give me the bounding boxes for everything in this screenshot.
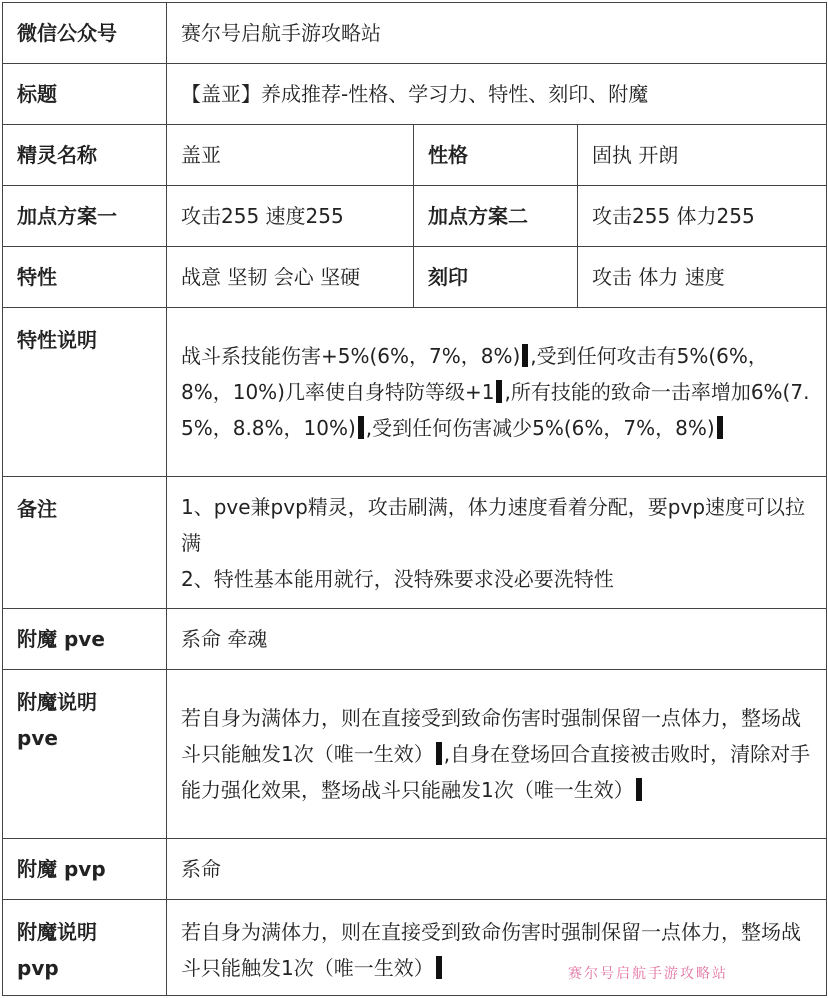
trait-desc-seg-1: 战斗系技能伤害+5%(6%，7%，8%) [181, 344, 521, 368]
separator-bar [717, 416, 723, 439]
trait-value: 战意 坚韧 会心 坚硬 [167, 247, 414, 308]
wechat-label: 微信公众号 [3, 3, 167, 64]
enchant-pve-desc-value [167, 670, 827, 839]
row-trait-mark [3, 247, 827, 308]
enchant-pvp-desc-label-line-2: pvp [17, 956, 59, 980]
row-ev-plans [3, 186, 827, 247]
enchant-pve-desc-label-line-2: pve [17, 726, 58, 750]
title-label: 标题 [3, 64, 167, 125]
mark-label: 刻印 [414, 247, 578, 308]
watermark-text: 赛尔号启航手游攻略站 [568, 966, 728, 982]
separator-bar [436, 742, 442, 765]
note-line-1: 1、pve兼pvp精灵，攻击刷满，体力速度看着分配，要pvp速度可以拉满 [181, 494, 806, 555]
trait-desc-seg-2: ,受到任何攻击有5%(6%，8%，10%)几率使自身特防等级+1 [181, 344, 768, 404]
enchant-pve-desc-label-line-1: 附魔说明 [17, 690, 97, 714]
nature-label: 性格 [414, 125, 578, 186]
pet-name-label: 精灵名称 [3, 125, 167, 186]
separator-bar [636, 778, 642, 801]
enchant-pvp-desc-label [3, 900, 167, 996]
enchant-pve-value: 系命 牵魂 [167, 609, 827, 670]
enchant-pvp-value: 系命 [167, 839, 827, 900]
nature-value: 固执 开朗 [578, 125, 827, 186]
separator-bar [496, 380, 502, 403]
row-note [3, 477, 827, 609]
trait-label: 特性 [3, 247, 167, 308]
mark-value: 攻击 体力 速度 [578, 247, 827, 308]
title-value: 【盖亚】养成推荐-性格、学习力、特性、刻印、附魔 [167, 64, 827, 125]
row-enchant-pve [3, 609, 827, 670]
row-enchant-pve-desc [3, 670, 827, 839]
enchant-pvp-desc-seg-1: 若自身为满体力，则在直接受到致命伤害时强制保留一点体力，整场战斗只能触发1次（唯一生效） [181, 920, 801, 980]
ev-plan-1-label: 加点方案一 [3, 186, 167, 247]
note-line-2: 2、特性基本能用就行，没特殊要求没必要洗特性 [181, 566, 614, 591]
row-wechat [3, 3, 827, 64]
row-title [3, 64, 827, 125]
separator-bar [436, 956, 442, 979]
trait-desc-seg-3: ,所有技能的致命一击率增加6%(7.5%，8.8%，10%) [181, 380, 810, 440]
ev-plan-2-value: 攻击255 体力255 [578, 186, 827, 247]
enchant-pve-label: 附魔 pve [3, 609, 167, 670]
row-enchant-pvp [3, 839, 827, 900]
note-value [167, 477, 827, 609]
row-name-nature [3, 125, 827, 186]
trait-desc-value [167, 308, 827, 477]
enchant-pvp-desc-label-line-1: 附魔说明 [17, 920, 97, 944]
ev-plan-1-value: 攻击255 速度255 [167, 186, 414, 247]
trait-desc-seg-4: ,受到任何伤害减少5%(6%，7%，8%) [365, 416, 715, 440]
wechat-value: 赛尔号启航手游攻略站 [167, 3, 827, 64]
enchant-pvp-label: 附魔 pvp [3, 839, 167, 900]
ev-plan-2-label: 加点方案二 [414, 186, 578, 247]
row-trait-desc [3, 308, 827, 477]
enchant-pve-desc-label [3, 670, 167, 839]
pet-name-value: 盖亚 [167, 125, 414, 186]
enchant-pve-desc-seg-1: 若自身为满体力，则在直接受到致命伤害时强制保留一点体力，整场战斗只能触发1次（唯一生效） [181, 706, 801, 766]
separator-bar [522, 344, 528, 367]
trait-desc-label: 特性说明 [3, 308, 167, 477]
info-table [2, 2, 827, 996]
separator-bar [358, 416, 364, 439]
note-label: 备注 [3, 477, 167, 609]
enchant-pve-desc-seg-2: ,自身在登场回合直接被击败时，清除对手能力强化效果，整场战斗只能融发1次（唯一生效） [181, 742, 811, 802]
